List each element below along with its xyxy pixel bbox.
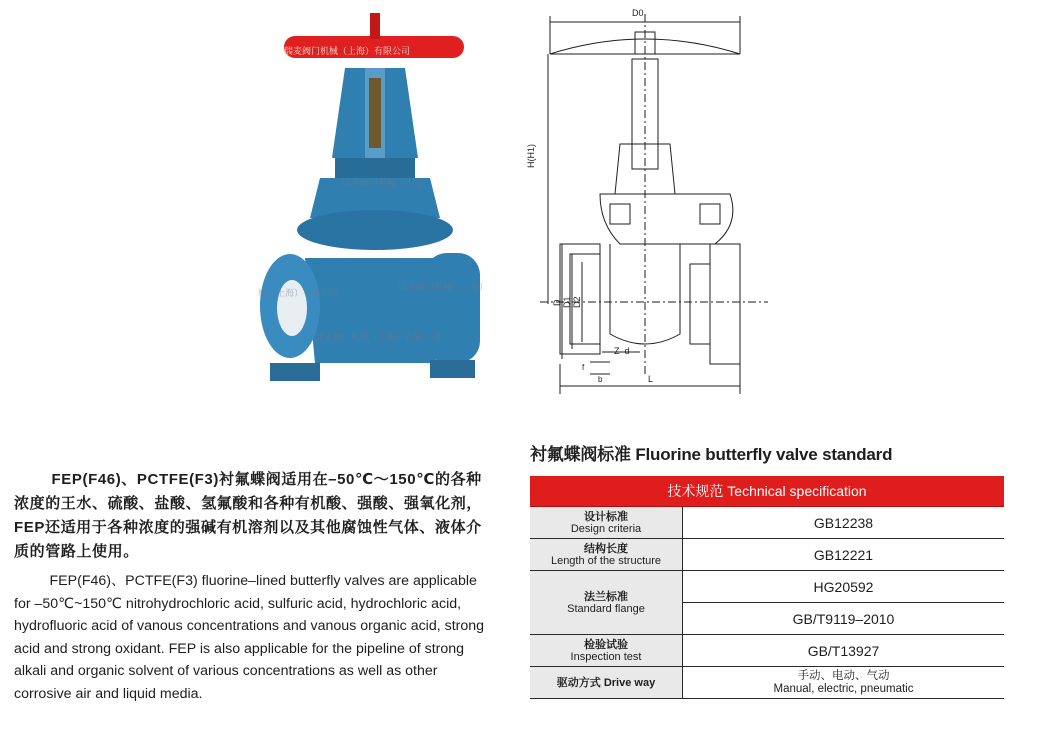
watermark-middle: 瑞麦阀门机械（上海）	[342, 178, 433, 188]
row-label-cn: 驱动方式 Drive way	[556, 676, 656, 689]
label-f: f	[582, 363, 585, 372]
right-flange	[425, 253, 480, 363]
row-label-en: Standard flange	[567, 602, 645, 615]
label-b: b	[598, 375, 603, 384]
label-h: H(H1)	[526, 144, 536, 168]
drive-way-en: Manual, electric, pneumatic	[773, 682, 914, 695]
table-row	[530, 635, 1004, 667]
table-row	[530, 571, 1004, 603]
description-english: FEP(F46)、PCTFE(F3) fluorine–lined butterfly valves are applicable for –50℃~150℃ nitrohydrochloric acid, sulfuric acid, hydrochloric acid, hydrofluoric acid of vanous concentrations and vanous organic acid, strong acid and strong oxidant. FEP is also applicable for the pipeline of strong alkali and organic solvent of various concentrations as well as other corrosive air and liquid media.	[14, 573, 485, 702]
label-zd: Z–d	[614, 346, 630, 356]
standard-title: 衬氟蝶阀标准 Fluorine butterfly valve standard	[530, 445, 893, 464]
row-label	[530, 571, 683, 635]
row-label	[530, 507, 683, 539]
row-value: GB12238	[683, 507, 1005, 539]
row-label-cn: 设计标准	[584, 510, 628, 523]
row-value: HG20592	[683, 571, 1005, 603]
row-label-cn: 结构长度	[584, 542, 628, 555]
row-label-en: Design criteria	[570, 522, 642, 535]
table-row	[530, 507, 1004, 539]
row-value	[683, 667, 1005, 699]
watermark-left: 械（上海）有限公司	[258, 288, 340, 298]
row-value: GB12221	[683, 539, 1005, 571]
spec-table-header: 技术规范 Technical specification	[530, 476, 1004, 507]
table-row	[530, 539, 1004, 571]
row-label-en: Length of the structure	[550, 554, 662, 567]
row-label-cn: 检验试验	[584, 638, 628, 651]
watermark-top: 瑞麦阀门机械（上海）有限公司	[284, 46, 411, 56]
label-d0: D0	[632, 8, 644, 18]
row-label-cn: 法兰标准	[584, 590, 628, 603]
label-d1: D1	[562, 296, 572, 308]
row-value: GB/T9119–2010	[683, 603, 1005, 635]
technical-drawing	[526, 4, 770, 396]
description-chinese: FEP(F46)、PCTFE(F3)衬氟蝶阀适用在–50℃～150℃的各种浓度的王水、硫酸、盐酸、氢氟酸和各种有机酸、强酸、强氧化剂，FEP还适用于各种浓度的强碱有机溶剂以及其他腐蚀性气体、液体介质的管路上使用。	[14, 471, 483, 560]
row-label	[530, 667, 683, 699]
label-d: D	[552, 299, 562, 306]
drive-way-cn: 手动、电动、气动	[797, 669, 890, 682]
label-l: L	[648, 374, 654, 384]
row-label-en: Inspection test	[570, 650, 642, 663]
row-value: GB/T13927	[683, 635, 1005, 667]
table-row	[530, 667, 1004, 699]
spec-table-header-row	[530, 476, 1004, 507]
watermark-right: 瑞麦阀门机械（上海）	[398, 282, 489, 292]
spec-table	[530, 476, 1004, 699]
row-label	[530, 539, 683, 571]
watermark-bottom: 瑞麦阀门机械（上海）有限公司	[315, 332, 442, 342]
valve-body	[305, 258, 445, 363]
row-label	[530, 635, 683, 667]
label-d2: D2	[572, 296, 582, 308]
